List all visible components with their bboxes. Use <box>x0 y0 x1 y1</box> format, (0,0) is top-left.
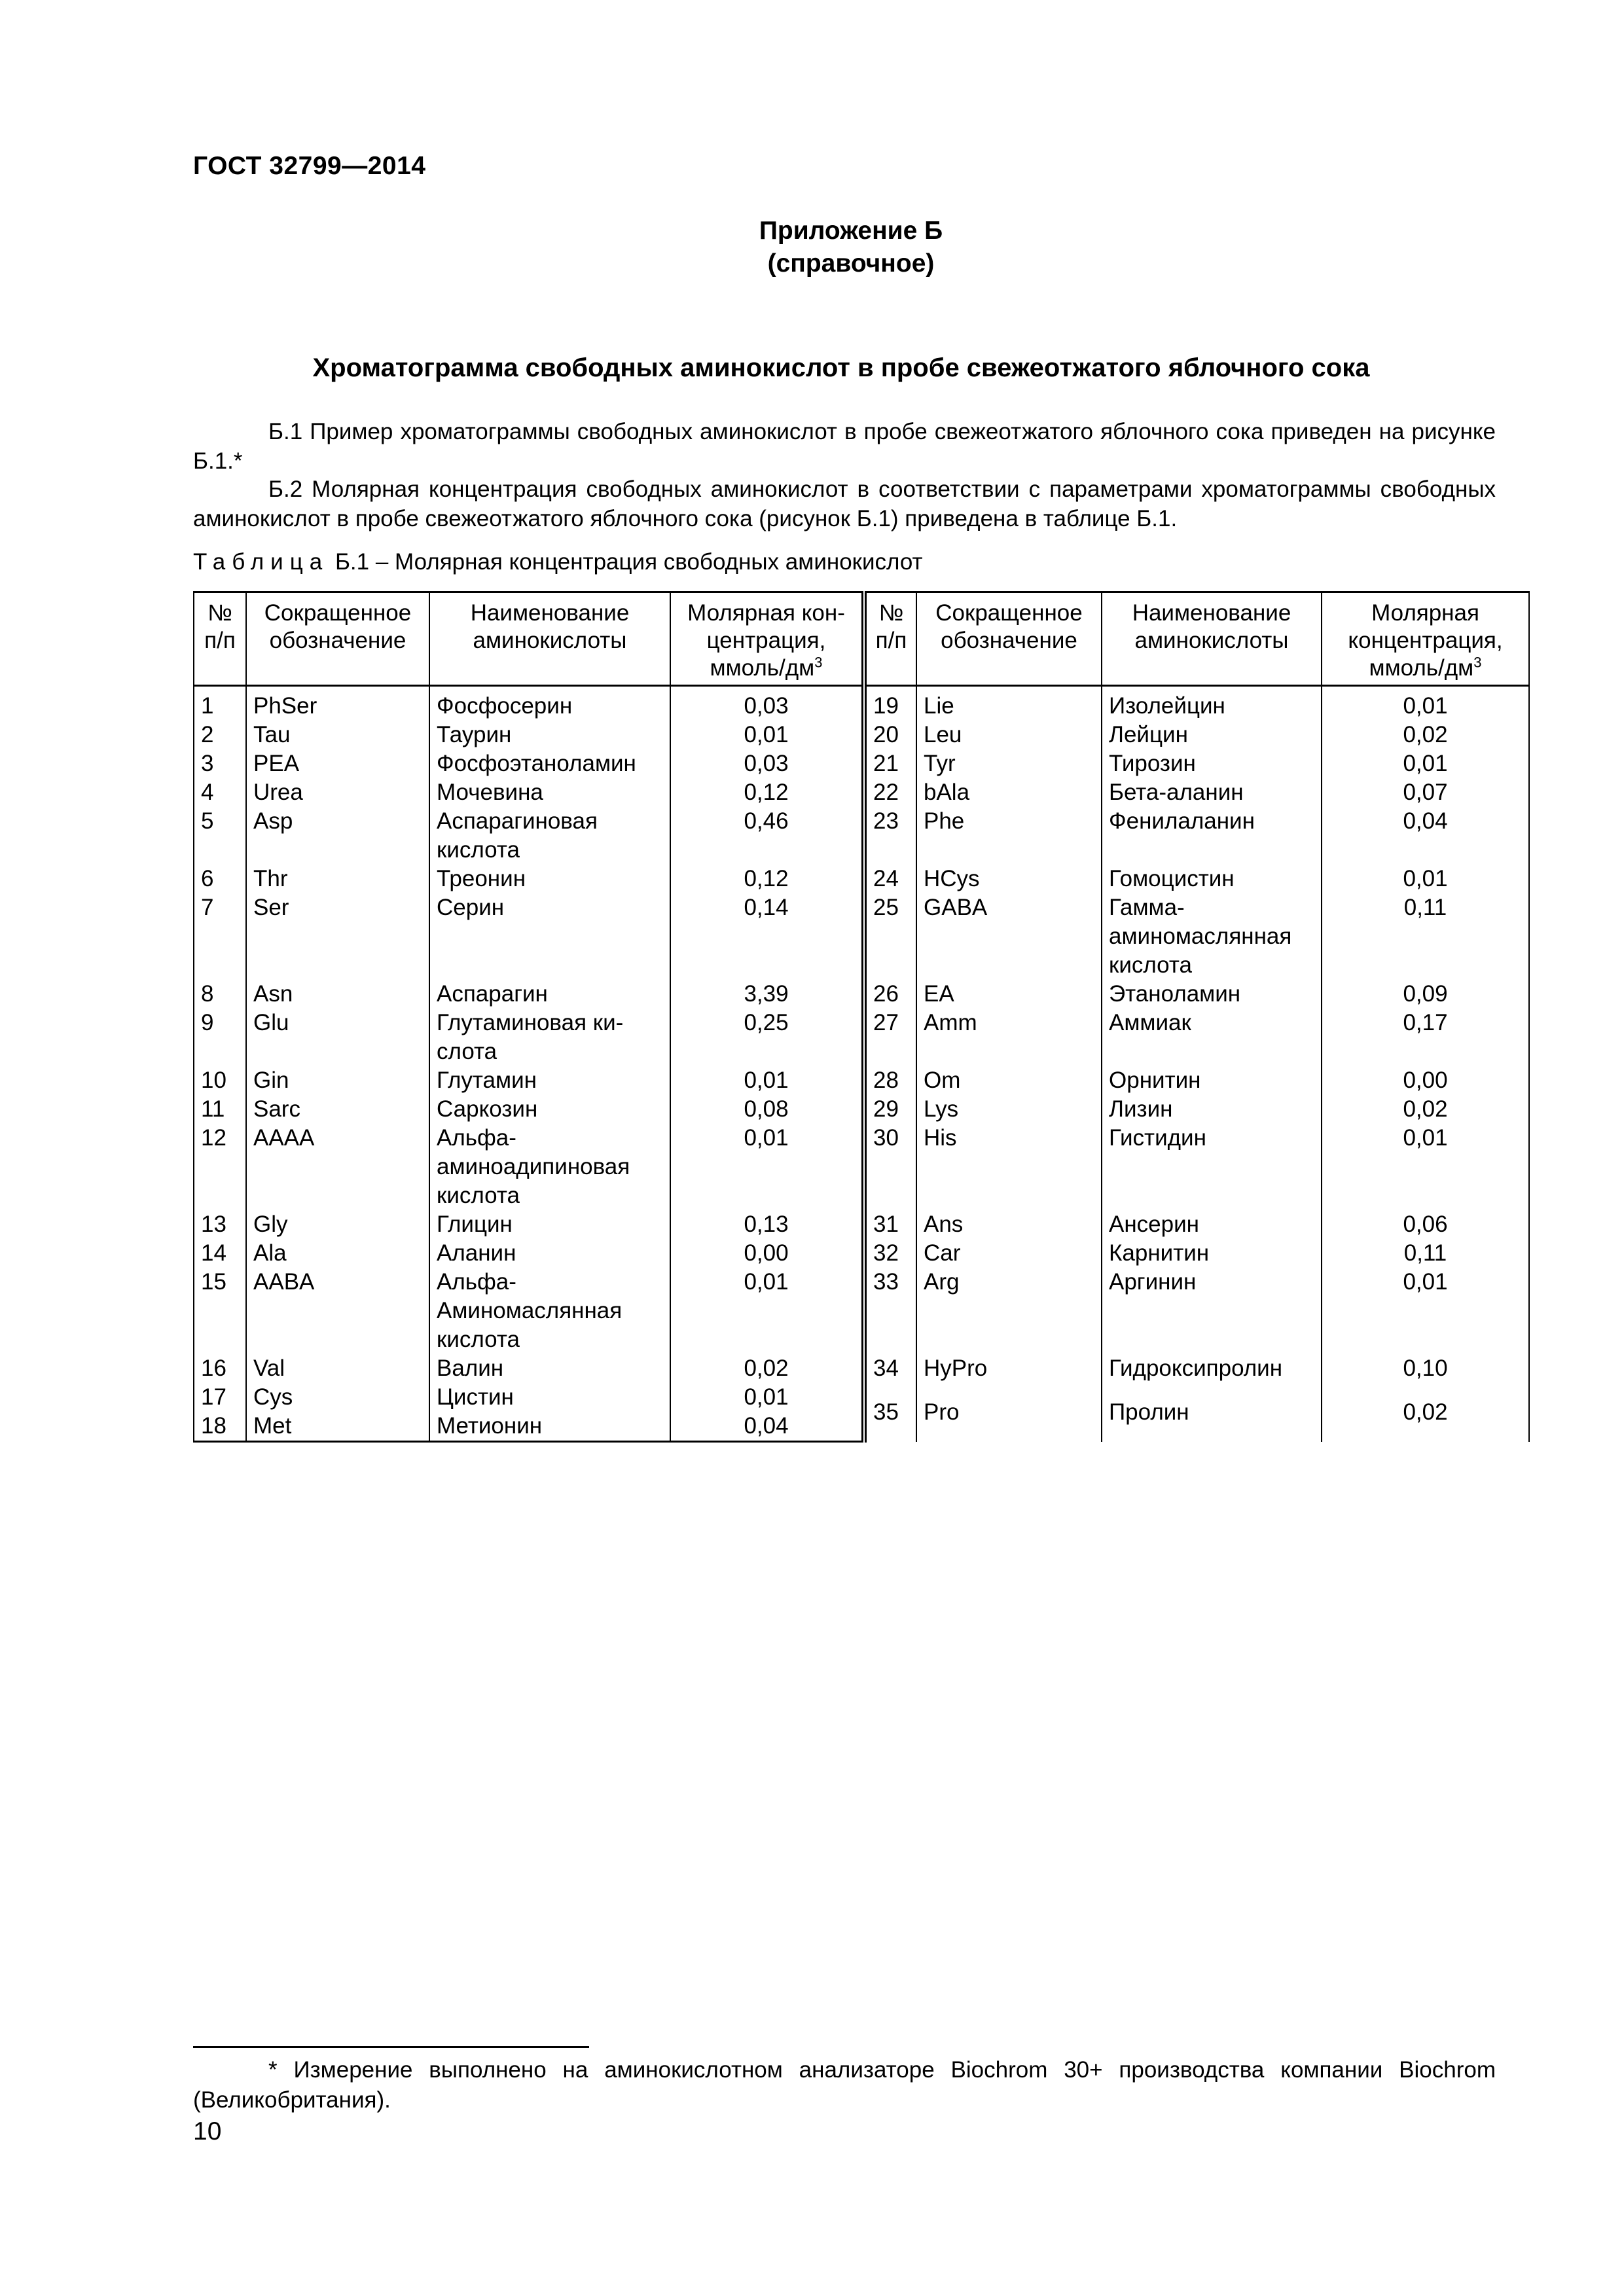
cell-num: 1 <box>194 686 246 721</box>
table-row <box>194 778 1529 807</box>
table-row <box>194 1009 1529 1066</box>
footnote-text: * Измерение выполнено на аминокислотном анализаторе Biochrom 30+ производства компании Biochrom (Великобритания). <box>193 2057 1496 2113</box>
header-num: № п/п <box>194 592 246 686</box>
cell-name: Аспарагиновая кислота <box>429 807 670 865</box>
cell-abbr: Glu <box>246 1009 429 1066</box>
cell-abbr: Car <box>916 1239 1102 1268</box>
appendix-title: Приложение Б <box>759 217 943 245</box>
cell-num: 24 <box>864 865 916 893</box>
cell-abbr: GABA <box>916 893 1102 980</box>
cell-abbr: Phe <box>916 807 1102 865</box>
table-header-row <box>194 592 1529 686</box>
cell-abbr: Gly <box>246 1210 429 1239</box>
cell-name: Гидроксипролин <box>1102 1354 1322 1383</box>
cell-name: Лейцин <box>1102 721 1322 749</box>
cell-num: 2 <box>194 721 246 749</box>
cell-abbr: Asn <box>246 980 429 1009</box>
cell-name: Валин <box>429 1354 670 1383</box>
cell-value: 0,00 <box>670 1239 864 1268</box>
cell-num: 35 <box>864 1383 916 1442</box>
cell-name: Цистин <box>429 1383 670 1412</box>
cell-abbr: Arg <box>916 1268 1102 1354</box>
table-body <box>194 686 1529 1442</box>
cell-value: 0,12 <box>670 865 864 893</box>
cell-value: 0,08 <box>670 1095 864 1124</box>
paragraph-b2-text: Б.2 Молярная концентрация свободных аминокислот в соответствии с параметрами хроматограммы свободных аминокислот в пробе свежеотжатого яблочного сока (рисунок Б.1) приведена в таблице Б.1. <box>193 476 1496 531</box>
table-row <box>194 1383 1529 1412</box>
cell-num: 17 <box>194 1383 246 1412</box>
table-row <box>194 807 1529 865</box>
cell-num: 4 <box>194 778 246 807</box>
cell-name: Таурин <box>429 721 670 749</box>
cell-num: 5 <box>194 807 246 865</box>
cell-name: Бета-аланин <box>1102 778 1322 807</box>
cell-value: 0,04 <box>1322 807 1529 865</box>
cell-abbr: Ser <box>246 893 429 980</box>
cell-num: 3 <box>194 749 246 778</box>
cell-abbr: Ala <box>246 1239 429 1268</box>
paragraph-b1 <box>193 417 1496 476</box>
cell-num: 22 <box>864 778 916 807</box>
cell-value: 0,10 <box>1322 1354 1529 1383</box>
cell-name: Глутамин <box>429 1066 670 1095</box>
cell-abbr: His <box>916 1124 1102 1210</box>
cell-name: Глутаминовая ки-слота <box>429 1009 670 1066</box>
cell-num: 26 <box>864 980 916 1009</box>
table-row <box>194 1239 1529 1268</box>
cell-name: Ансерин <box>1102 1210 1322 1239</box>
cell-value: 0,03 <box>670 686 864 721</box>
cell-name: Аспарагин <box>429 980 670 1009</box>
cell-num: 34 <box>864 1354 916 1383</box>
cell-num: 8 <box>194 980 246 1009</box>
cell-value: 0,06 <box>1322 1210 1529 1239</box>
cell-abbr: Tyr <box>916 749 1102 778</box>
cell-value: 0,01 <box>1322 865 1529 893</box>
table-row <box>194 1268 1529 1354</box>
cell-abbr: AABA <box>246 1268 429 1354</box>
cell-num: 31 <box>864 1210 916 1239</box>
cell-value: 0,01 <box>1322 1268 1529 1354</box>
cell-abbr: Pro <box>916 1383 1102 1442</box>
cell-num: 23 <box>864 807 916 865</box>
cell-abbr: PEA <box>246 749 429 778</box>
cell-abbr: Urea <box>246 778 429 807</box>
document-header: ГОСТ 32799—2014 <box>193 152 426 180</box>
cell-abbr: AAAA <box>246 1124 429 1210</box>
footnote <box>193 2055 1496 2115</box>
cell-name: Альфа-аминоадипиновая кислота <box>429 1124 670 1210</box>
table-row <box>194 721 1529 749</box>
table-row <box>194 980 1529 1009</box>
page-number: 10 <box>193 2117 222 2145</box>
cell-value: 0,01 <box>670 1268 864 1354</box>
cell-num: 21 <box>864 749 916 778</box>
cell-abbr: PhSer <box>246 686 429 721</box>
cell-num: 25 <box>864 893 916 980</box>
cell-name: Гомоцистин <box>1102 865 1322 893</box>
amino-acid-table <box>193 591 1530 1443</box>
footnote-rule <box>193 2046 589 2048</box>
cell-abbr: Lie <box>916 686 1102 721</box>
header-abbr: Сокращенное обозначение <box>916 592 1102 686</box>
cell-name: Лизин <box>1102 1095 1322 1124</box>
header-num: № п/п <box>864 592 916 686</box>
cell-value: 0,00 <box>1322 1066 1529 1095</box>
cell-value: 0,01 <box>670 1383 864 1412</box>
table-row <box>194 893 1529 980</box>
cell-abbr: EA <box>916 980 1102 1009</box>
cell-value: 0,25 <box>670 1009 864 1066</box>
cell-value: 3,39 <box>670 980 864 1009</box>
cell-num: 27 <box>864 1009 916 1066</box>
cell-name: Изолейцин <box>1102 686 1322 721</box>
cell-abbr: Asp <box>246 807 429 865</box>
table-row <box>194 1354 1529 1383</box>
cell-num: 33 <box>864 1268 916 1354</box>
cell-value: 0,01 <box>1322 686 1529 721</box>
cell-abbr: Leu <box>916 721 1102 749</box>
cell-abbr: HyPro <box>916 1354 1102 1383</box>
cell-value: 0,02 <box>670 1354 864 1383</box>
cell-abbr: Cys <box>246 1383 429 1412</box>
cell-name: Аргинин <box>1102 1268 1322 1354</box>
cell-value: 0,07 <box>1322 778 1529 807</box>
cell-num: 20 <box>864 721 916 749</box>
cell-value: 0,01 <box>670 1124 864 1210</box>
cell-abbr: HCys <box>916 865 1102 893</box>
cell-num: 11 <box>194 1095 246 1124</box>
table-row <box>194 749 1529 778</box>
cell-value: 0,02 <box>1322 721 1529 749</box>
cell-name: Саркозин <box>429 1095 670 1124</box>
cell-value: 0,11 <box>1322 1239 1529 1268</box>
paragraph-b2 <box>193 475 1496 533</box>
table-caption-text: Б.1 – Молярная концентрация свободных аминокислот <box>329 549 923 575</box>
cell-value: 0,17 <box>1322 1009 1529 1066</box>
header-abbr: Сокращенное обозначение <box>246 592 429 686</box>
cell-name: Метионин <box>429 1412 670 1442</box>
cell-name: Карнитин <box>1102 1239 1322 1268</box>
cell-name: Гистидин <box>1102 1124 1322 1210</box>
cell-abbr: Gin <box>246 1066 429 1095</box>
table-row <box>194 865 1529 893</box>
cell-name: Фенилаланин <box>1102 807 1322 865</box>
header-conc-text: Молярная кон-центрация, ммоль/дм <box>687 600 845 681</box>
cell-name: Фосфосерин <box>429 686 670 721</box>
table-row <box>194 1066 1529 1095</box>
cell-value: 0,13 <box>670 1210 864 1239</box>
cell-name: Мочевина <box>429 778 670 807</box>
cell-value: 0,02 <box>1322 1383 1529 1442</box>
cell-num: 28 <box>864 1066 916 1095</box>
table-row <box>194 686 1529 721</box>
cell-name: Аммиак <box>1102 1009 1322 1066</box>
cell-value: 0,01 <box>1322 749 1529 778</box>
cell-num: 29 <box>864 1095 916 1124</box>
appendix-heading <box>0 215 1624 280</box>
cell-name: Этаноламин <box>1102 980 1322 1009</box>
cell-name: Фосфоэтаноламин <box>429 749 670 778</box>
cell-name: Тирозин <box>1102 749 1322 778</box>
cell-value: 0,11 <box>1322 893 1529 980</box>
cell-abbr: Lys <box>916 1095 1102 1124</box>
cell-value: 0,01 <box>670 721 864 749</box>
cell-num: 12 <box>194 1124 246 1210</box>
cell-value: 0,09 <box>1322 980 1529 1009</box>
cell-value: 0,03 <box>670 749 864 778</box>
cell-abbr: Amm <box>916 1009 1102 1066</box>
cell-value: 0,14 <box>670 893 864 980</box>
cell-num: 7 <box>194 893 246 980</box>
cell-num: 15 <box>194 1268 246 1354</box>
cell-value: 0,04 <box>670 1412 864 1442</box>
cell-abbr: Met <box>246 1412 429 1442</box>
cell-name: Серин <box>429 893 670 980</box>
paragraph-b1-text: Б.1 Пример хроматограммы свободных аминокислот в пробе свежеотжатого яблочного сока приведен на рисунке Б.1.* <box>193 419 1496 474</box>
cell-abbr: Thr <box>246 865 429 893</box>
header-conc-text: Молярная концентрация, ммоль/дм <box>1348 600 1503 681</box>
cell-num: 13 <box>194 1210 246 1239</box>
cell-name: Гамма-аминомасляннaя кислота <box>1102 893 1322 980</box>
cell-num: 6 <box>194 865 246 893</box>
cell-value: 0,02 <box>1322 1095 1529 1124</box>
cell-num: 32 <box>864 1239 916 1268</box>
section-title: Хроматограмма свободных аминокислот в пробе свежеотжатого яблочного сока <box>312 353 1370 382</box>
cell-name: Глицин <box>429 1210 670 1239</box>
header-name: Наименование аминокислоты <box>429 592 670 686</box>
table-row <box>194 1095 1529 1124</box>
cell-abbr: bAla <box>916 778 1102 807</box>
cell-num: 30 <box>864 1124 916 1210</box>
cell-value: 0,01 <box>1322 1124 1529 1210</box>
cell-num: 10 <box>194 1066 246 1095</box>
header-conc-sup: 3 <box>814 654 823 671</box>
header-conc <box>1322 592 1529 686</box>
cell-num: 18 <box>194 1412 246 1442</box>
cell-abbr: Tau <box>246 721 429 749</box>
table-caption <box>193 547 923 577</box>
cell-num: 9 <box>194 1009 246 1066</box>
table-row <box>194 1210 1529 1239</box>
appendix-subtitle: (справочное) <box>767 249 935 278</box>
cell-value: 0,12 <box>670 778 864 807</box>
cell-value: 0,46 <box>670 807 864 865</box>
header-name: Наименование аминокислоты <box>1102 592 1322 686</box>
header-conc-sup: 3 <box>1473 654 1482 671</box>
cell-name: Альфа-Аминомасляннaя кислота <box>429 1268 670 1354</box>
cell-abbr: Om <box>916 1066 1102 1095</box>
cell-abbr: Ans <box>916 1210 1102 1239</box>
cell-value: 0,01 <box>670 1066 864 1095</box>
table-row <box>194 1124 1529 1210</box>
cell-name: Орнитин <box>1102 1066 1322 1095</box>
cell-name: Аланин <box>429 1239 670 1268</box>
cell-num: 16 <box>194 1354 246 1383</box>
cell-name: Треонин <box>429 865 670 893</box>
table-caption-prefix: Таблица <box>193 549 329 575</box>
cell-name: Пролин <box>1102 1383 1322 1442</box>
cell-num: 14 <box>194 1239 246 1268</box>
cell-num: 19 <box>864 686 916 721</box>
cell-abbr: Sarc <box>246 1095 429 1124</box>
cell-abbr: Val <box>246 1354 429 1383</box>
header-conc <box>670 592 864 686</box>
